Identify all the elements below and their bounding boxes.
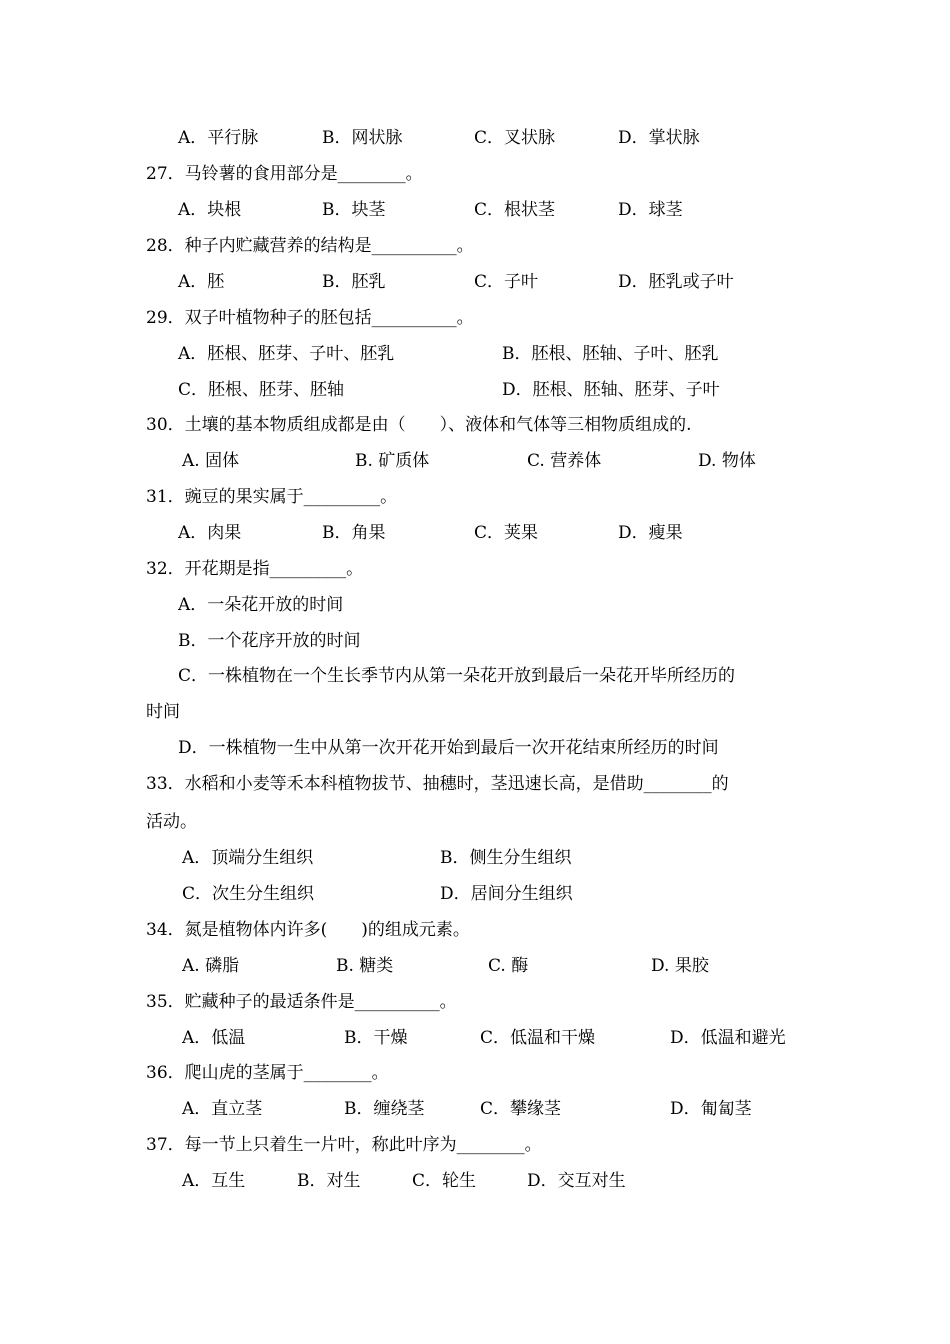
option: A．互生 bbox=[182, 1171, 246, 1191]
options-row bbox=[0, 196, 950, 224]
option: B．缠绕茎 bbox=[344, 1099, 425, 1119]
question-text: 36．爬山虎的茎属于________。 bbox=[146, 1063, 389, 1083]
question-text: 34．氮是植物体内许多( )的组成元素。 bbox=[146, 920, 470, 940]
option: A．低温 bbox=[182, 1028, 246, 1048]
question-line bbox=[0, 411, 950, 439]
option: D. 物体 bbox=[698, 451, 756, 471]
option-text: C．一株植物在一个生长季节内从第一朵花开放到最后一朵花开毕所经历的 bbox=[178, 666, 736, 686]
options-row bbox=[0, 519, 950, 547]
option-line bbox=[0, 591, 950, 619]
question-text: 活动。 bbox=[146, 812, 197, 832]
option: D. 果胶 bbox=[651, 956, 709, 976]
option: D．胚根、胚轴、胚芽、子叶 bbox=[502, 380, 720, 400]
option: C．胚根、胚芽、胚轴 bbox=[178, 380, 345, 400]
option: A．胚根、胚芽、子叶、胚乳 bbox=[178, 344, 395, 364]
option-text: B．一个花序开放的时间 bbox=[178, 631, 361, 651]
option: A．平行脉 bbox=[178, 128, 259, 148]
options-row bbox=[0, 844, 950, 872]
options-row bbox=[0, 1167, 950, 1195]
question-text: 35．贮藏种子的最适条件是__________。 bbox=[146, 992, 457, 1012]
question-line bbox=[0, 988, 950, 1016]
option: B．角果 bbox=[322, 523, 386, 543]
option: C．子叶 bbox=[474, 272, 539, 292]
option: A．块根 bbox=[178, 200, 242, 220]
option: A．顶端分生组织 bbox=[182, 848, 314, 868]
option-line bbox=[0, 662, 950, 690]
option: B．侧生分生组织 bbox=[440, 848, 572, 868]
question-line bbox=[0, 160, 950, 188]
question-line bbox=[0, 483, 950, 511]
option: C. 营养体 bbox=[527, 451, 602, 471]
option: D．胚乳或子叶 bbox=[618, 272, 734, 292]
option: D．掌状脉 bbox=[618, 128, 700, 148]
option: D．球茎 bbox=[618, 200, 683, 220]
question-line bbox=[0, 1059, 950, 1087]
options-row bbox=[0, 880, 950, 908]
option: A．肉果 bbox=[178, 523, 242, 543]
option-line bbox=[0, 734, 950, 762]
question-line bbox=[0, 555, 950, 583]
option: B．块茎 bbox=[322, 200, 386, 220]
option: C．叉状脉 bbox=[474, 128, 556, 148]
option: C．荚果 bbox=[474, 523, 539, 543]
question-text: 27．马铃薯的食用部分是________。 bbox=[146, 164, 423, 184]
options-row bbox=[0, 124, 950, 152]
question-text: 33．水稻和小麦等禾本科植物拔节、抽穗时，茎迅速长高，是借助________的 bbox=[146, 774, 729, 794]
option: D．交互对生 bbox=[527, 1171, 626, 1191]
question-line bbox=[0, 808, 950, 836]
question-line bbox=[0, 1131, 950, 1159]
question-text: 30．土壤的基本物质组成都是由（ ）、液体和气体等三相物质组成的. bbox=[146, 415, 692, 435]
option: B．胚根、胚轴、子叶、胚乳 bbox=[502, 344, 719, 364]
question-text: 37．每一节上只着生一片叶，称此叶序为________。 bbox=[146, 1135, 542, 1155]
options-row bbox=[0, 1095, 950, 1123]
question-text: 28．种子内贮藏营养的结构是__________。 bbox=[146, 236, 474, 256]
option: D．瘦果 bbox=[618, 523, 683, 543]
options-row bbox=[0, 268, 950, 296]
question-text: 时间 bbox=[146, 702, 180, 722]
options-row bbox=[0, 952, 950, 980]
option: A. 磷脂 bbox=[182, 956, 240, 976]
question-text: 32．开花期是指_________。 bbox=[146, 559, 364, 579]
option: B．干燥 bbox=[344, 1028, 408, 1048]
option: C. 酶 bbox=[488, 956, 529, 976]
question-line bbox=[0, 232, 950, 260]
option-text: A．一朵花开放的时间 bbox=[178, 595, 344, 615]
option: D．低温和避光 bbox=[670, 1028, 786, 1048]
question-line bbox=[0, 916, 950, 944]
option: B．网状脉 bbox=[322, 128, 403, 148]
option: D．居间分生组织 bbox=[440, 884, 573, 904]
question-line bbox=[0, 770, 950, 798]
option: A．胚 bbox=[178, 272, 225, 292]
option: B. 矿质体 bbox=[355, 451, 430, 471]
options-row bbox=[0, 340, 950, 368]
options-row bbox=[0, 376, 950, 404]
option: B．胚乳 bbox=[322, 272, 386, 292]
question-line bbox=[0, 304, 950, 332]
option: B. 糖类 bbox=[336, 956, 394, 976]
option: B．对生 bbox=[297, 1171, 361, 1191]
option: C．低温和干燥 bbox=[480, 1028, 596, 1048]
question-line bbox=[0, 698, 950, 726]
option: A．直立茎 bbox=[182, 1099, 263, 1119]
option: A. 固体 bbox=[182, 451, 240, 471]
option-line bbox=[0, 627, 950, 655]
question-text: 29．双子叶植物种子的胚包括__________。 bbox=[146, 308, 474, 328]
options-row bbox=[0, 447, 950, 475]
option: C．次生分生组织 bbox=[182, 884, 315, 904]
option: D．匍匐茎 bbox=[670, 1099, 752, 1119]
option: C．根状茎 bbox=[474, 200, 556, 220]
option: C．攀缘茎 bbox=[480, 1099, 562, 1119]
question-text: 31．豌豆的果实属于_________。 bbox=[146, 487, 398, 507]
option-text: D．一株植物一生中从第一次开花开始到最后一次开花结束所经历的时间 bbox=[178, 738, 719, 758]
options-row bbox=[0, 1024, 950, 1052]
option: C．轮生 bbox=[412, 1171, 477, 1191]
